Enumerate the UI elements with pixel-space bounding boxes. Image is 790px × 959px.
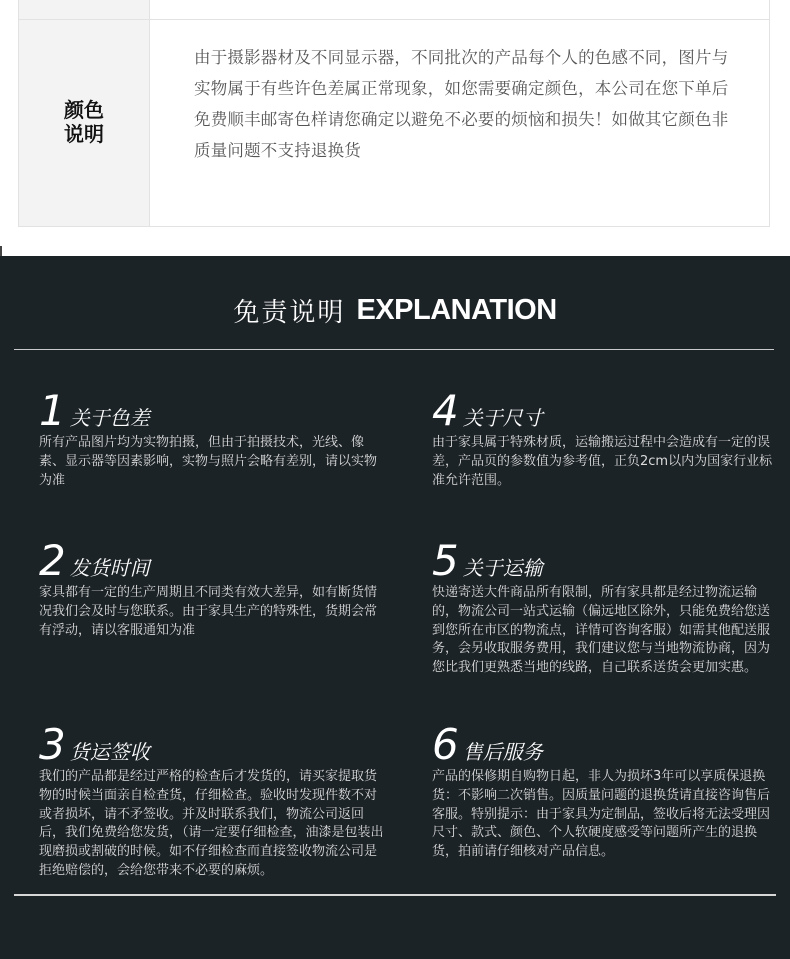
previous-row-label-cell: [19, 0, 150, 19]
item-text: 产品的保修期自购物日起，非人为损坏3年可以享质保退换货：不影响二次销售。因质量问题的退换货请直接咨询售后客服。特别提示：由于家具为定制品，签收后将无法受理因尺寸、款式、颜色、个人软硬度感受等问题所产生的退换货，拍前请仔细核对产品信息。: [432, 769, 771, 860]
color-note-table: [18, 0, 770, 227]
disclaimer-item-transport: [432, 536, 777, 678]
item-number: 4: [432, 386, 459, 435]
disclaimer-item-size: [432, 386, 777, 490]
item-title: 关于色差: [69, 406, 150, 430]
item-title: 发货时间: [69, 556, 150, 580]
item-title: 关于尺寸: [462, 406, 543, 430]
disclaimer-item-color-difference: [39, 386, 384, 490]
item-number: 6: [432, 720, 459, 769]
item-title: 货运签收: [69, 740, 150, 764]
item-title: 关于运输: [462, 556, 543, 580]
heading-divider: [14, 349, 774, 350]
color-note-label-line1: 颜色: [64, 98, 104, 122]
item-text: 所有产品图片均为实物拍摄，但由于拍摄技术，光线、像素、显示器等因素影响，实物与照片会略有差别，请以实物为准: [39, 435, 378, 488]
disclaimer-heading: [0, 292, 790, 329]
edge-divider: [0, 246, 2, 256]
color-note-label: [19, 98, 149, 146]
disclaimer-title-cn: 免责说明: [233, 298, 346, 328]
item-text: 由于家具属于特殊材质，运输搬运过程中会造成有一定的误差，产品页的参数值为参考值，正负2cm以内为国家行业标准允许范围。: [432, 435, 773, 488]
color-note-section: [0, 0, 790, 256]
color-note-label-cell: [19, 20, 150, 226]
disclaimer-title-en: EXPLANATION: [356, 294, 557, 326]
bottom-divider: [14, 894, 776, 896]
disclaimer-section: [0, 256, 790, 959]
item-number: 2: [39, 536, 66, 585]
item-number: 1: [39, 386, 66, 435]
previous-table-row: [19, 0, 769, 20]
item-text: 快递寄送大件商品所有限制，所有家具都是经过物流运输的，物流公司一站式运输（偏远地区除外，只能免费给您送到您所在市区的物流点，详情可咨询客服）如需其他配送服务，会另收取服务费用，我们建议您与当地物流协商，因为您比我们更熟悉当地的线路，自己联系送货会更加实惠。: [432, 585, 771, 676]
item-text: 家具都有一定的生产周期且不同类有效大差异，如有断货情况我们会及时与您联系。由于家具生产的特殊性，货期会常有浮动，请以客服通知为准: [39, 585, 378, 638]
item-title: 售后服务: [462, 740, 543, 764]
item-text: 我们的产品都是经过严格的检查后才发货的，请买家提取货物的时候当面亲自检查货，仔细检查。验收时发现件数不对或者损坏，请不矛签收。并及时联系我们，物流公司返回后，我们免费给您发货，（请一定要仔细检查，油漆是包装出现磨损或割破的时候。如不仔细检查而直接签收物流公司是拒绝赔偿的，会给您带来不必要的麻烦。: [39, 769, 384, 878]
color-note-content: 由于摄影器材及不同显示器，不同批次的产品每个人的色感不同，图片与实物属于有些许色差属正常现象，如您需要确定颜色，本公司在您下单后免费顺丰邮寄色样请您确定以避免不必要的烦恼和损失！如做其它颜色非质量问题不支持退换货: [194, 48, 729, 160]
disclaimer-item-after-sales: [432, 720, 777, 862]
item-number: 3: [39, 720, 66, 769]
item-number: 5: [432, 536, 459, 585]
disclaimer-item-receipt: [39, 720, 384, 881]
color-note-label-line2: 说明: [64, 122, 104, 146]
disclaimer-item-delivery-time: [39, 536, 384, 640]
